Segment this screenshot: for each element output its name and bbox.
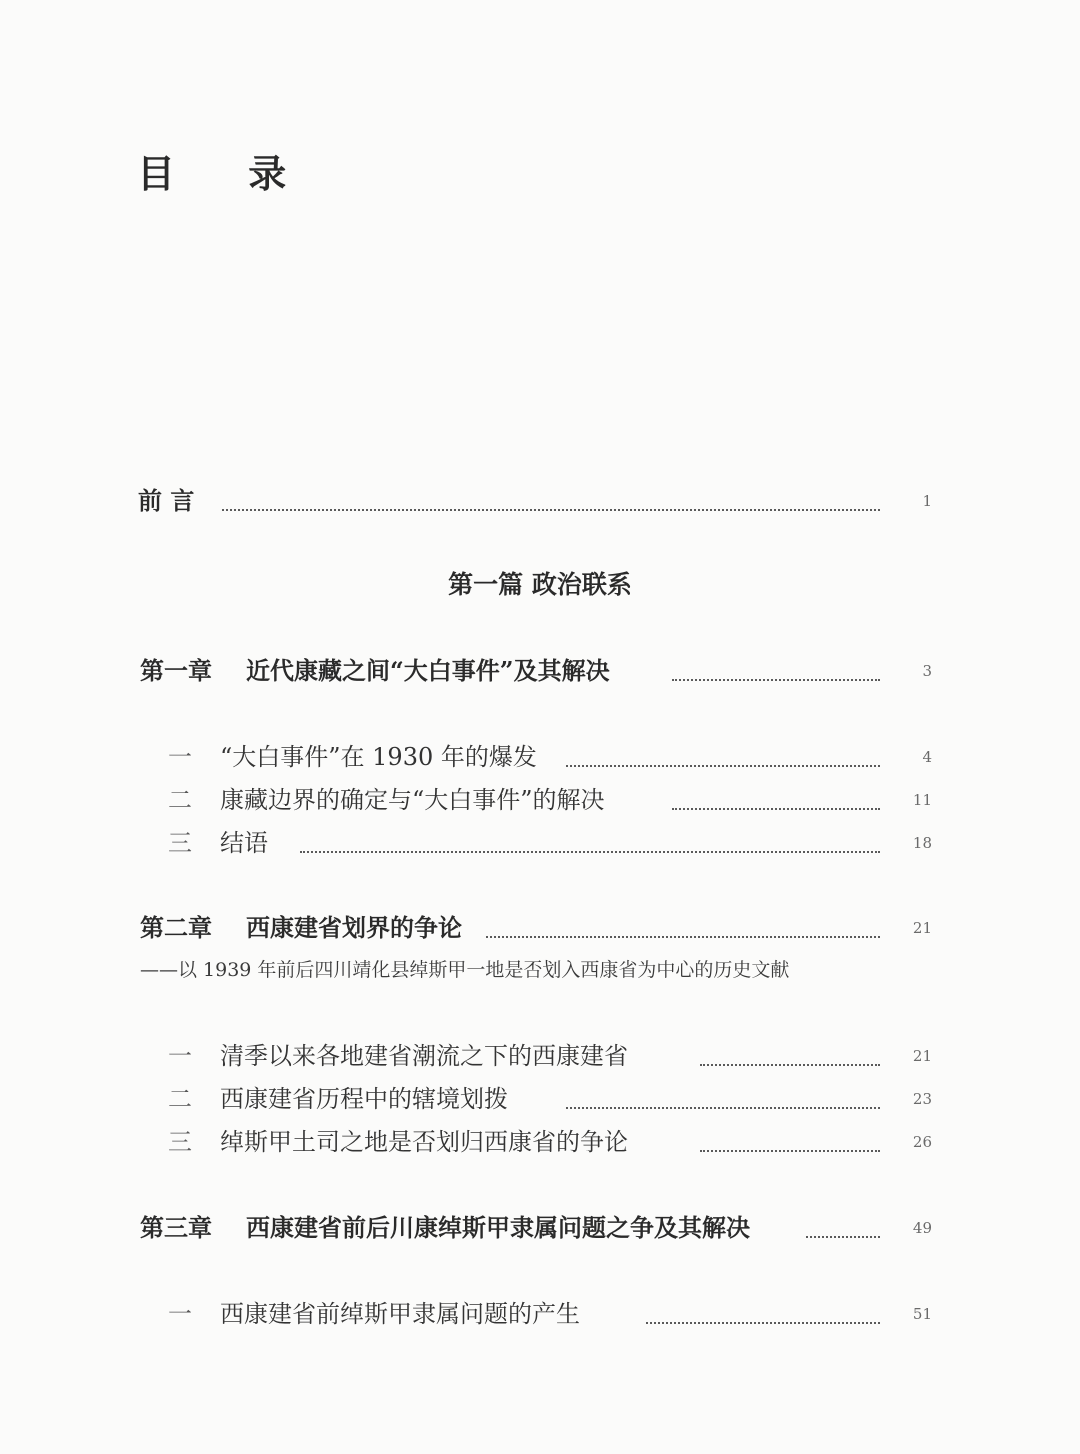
page-number: 26	[912, 1133, 932, 1151]
page-number: 21	[912, 1047, 932, 1065]
chapter-number: 第二章	[140, 913, 212, 942]
chapter-number: 第一章	[140, 656, 212, 685]
dot-leader	[672, 790, 880, 810]
dot-leader	[486, 918, 880, 938]
section-title: 绰斯甲土司之地是否划归西康省的争论	[220, 1128, 628, 1156]
page-number: 18	[912, 834, 932, 852]
toc-entry-chapter-2[interactable]	[0, 912, 1080, 944]
dot-leader	[646, 1304, 880, 1324]
toc-entry-section[interactable]	[0, 1040, 1080, 1072]
section-index: 一	[168, 1042, 192, 1070]
dot-leader	[566, 1089, 880, 1109]
section-index: 三	[168, 829, 192, 857]
dot-leader	[300, 833, 880, 853]
page-number: 1	[922, 492, 932, 510]
page-number: 4	[922, 748, 932, 766]
toc-entry-section[interactable]	[0, 741, 1080, 773]
section-title: 结语	[220, 829, 268, 857]
chapter-title: 西康建省划界的争论	[246, 913, 462, 942]
section-index: 一	[168, 1300, 192, 1328]
toc-entry-section[interactable]	[0, 1298, 1080, 1330]
chapter-title: 近代康藏之间“大白事件”及其解决	[246, 656, 610, 685]
section-index: 一	[168, 743, 192, 771]
section-title: 康藏边界的确定与“大白事件”的解决	[220, 786, 605, 814]
part-heading: 第一篇 政治联系	[448, 570, 632, 599]
toc-entry-section[interactable]	[0, 784, 1080, 816]
dot-leader	[700, 1132, 880, 1152]
chapter-subtitle: ——以 1939 年前后四川靖化县绰斯甲一地是否划入西康省为中心的历史文献	[140, 959, 790, 981]
chapter-title: 西康建省前后川康绰斯甲隶属问题之争及其解决	[246, 1213, 750, 1242]
dot-leader	[222, 491, 880, 511]
preface-label: 前 言	[138, 486, 195, 515]
section-title: “大白事件”在 1930 年的爆发	[220, 743, 537, 771]
page-number: 51	[912, 1305, 932, 1323]
page-title: 目 录	[137, 151, 317, 196]
page-number: 49	[912, 1219, 932, 1237]
page-number: 23	[912, 1090, 932, 1108]
section-index: 二	[168, 786, 192, 814]
page-number: 21	[912, 919, 932, 937]
section-index: 三	[168, 1128, 192, 1156]
toc-entry-section[interactable]	[0, 827, 1080, 859]
chapter-number: 第三章	[140, 1213, 212, 1242]
section-title: 清季以来各地建省潮流之下的西康建省	[220, 1042, 628, 1070]
section-title: 西康建省历程中的辖境划拨	[220, 1085, 508, 1113]
section-index: 二	[168, 1085, 192, 1113]
dot-leader	[700, 1046, 880, 1066]
dot-leader	[672, 661, 880, 681]
dot-leader	[566, 747, 880, 767]
toc-entry-chapter-3[interactable]	[0, 1212, 1080, 1244]
toc-entry-preface[interactable]	[0, 485, 1080, 517]
dot-leader	[806, 1218, 880, 1238]
toc-entry-chapter-1[interactable]	[0, 655, 1080, 687]
section-title: 西康建省前绰斯甲隶属问题的产生	[220, 1300, 580, 1328]
toc-entry-section[interactable]	[0, 1083, 1080, 1115]
page-number: 11	[912, 791, 932, 809]
toc-entry-section[interactable]	[0, 1126, 1080, 1158]
page-number: 3	[922, 662, 932, 680]
